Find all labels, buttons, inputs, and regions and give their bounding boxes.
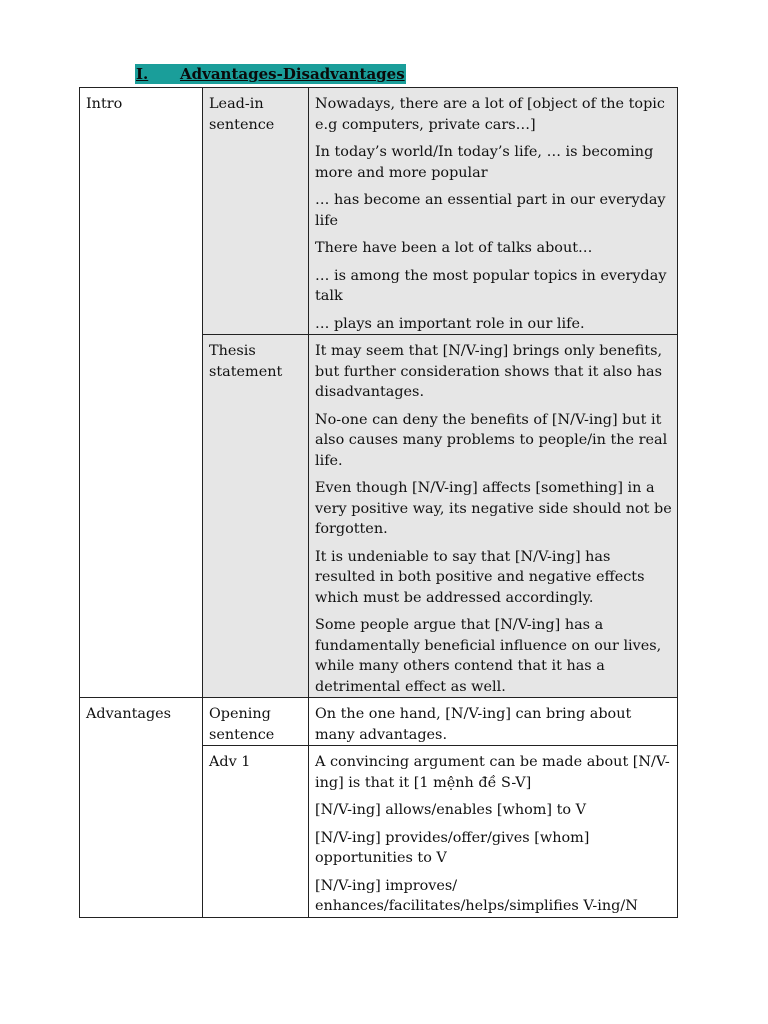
section-cell-intro	[80, 88, 203, 698]
section-label: Advantages	[86, 706, 172, 722]
phrases-cell-thesis	[309, 335, 678, 698]
phrase: Even though [N/V-ing] affects [something] in a very positive way, its negative side should not be forgotten.	[315, 480, 672, 537]
subsection-label: Adv 1	[209, 754, 251, 770]
subsection-cell-opening	[203, 698, 309, 746]
phrase: … is among the most popular topics in everyday talk	[315, 267, 667, 304]
phrase: It may seem that [N/V-ing] brings only benefits, but further consideration shows that it also has disadvantages.	[315, 343, 663, 400]
phrases-cell-adv1	[309, 746, 678, 918]
section-label: Intro	[86, 96, 123, 112]
table-row	[80, 698, 678, 746]
subsection-label: Thesis statement	[209, 343, 283, 380]
phrase: [N/V-ing] provides/offer/gives [whom] opportunities to V	[315, 829, 590, 866]
phrase: [N/V-ing] allows/enables [whom] to V	[315, 802, 587, 818]
phrase: There have been a lot of talks about…	[315, 240, 593, 256]
phrase: A convincing argument can be made about [N/V-ing] is that it [1 mệnh đề S-V]	[315, 754, 670, 791]
subsection-label: Opening sentence	[209, 706, 275, 743]
phrase: [N/V-ing] improves/ enhances/facilitates/helps/simplifies V-ing/N	[315, 877, 638, 914]
table-row	[80, 88, 678, 335]
phrase: No-one can deny the benefits of [N/V-ing] but it also causes many problems to people/in the real life.	[315, 411, 668, 469]
subsection-cell-adv1	[203, 746, 309, 918]
subsection-cell-thesis	[203, 335, 309, 698]
phrase: … has become an essential part in our everyday life	[315, 192, 666, 229]
section-title: Advantages-Disadvantages	[180, 65, 405, 83]
subsection-label: Lead-in sentence	[209, 96, 275, 133]
section-heading	[135, 64, 406, 84]
section-cell-advantages	[80, 698, 203, 918]
phrase: Nowadays, there are a lot of [object of the topic e.g computers, private cars…]	[315, 96, 665, 133]
phrase: It is undeniable to say that [N/V-ing] has resulted in both positive and negative effects which must be addressed accordingly.	[315, 548, 645, 606]
phrase: On the one hand, [N/V-ing] can bring about many advantages.	[315, 706, 632, 743]
phrases-cell-opening	[309, 698, 678, 746]
subsection-cell-lead-in	[203, 88, 309, 335]
phrase-table	[79, 87, 678, 918]
phrase: Some people argue that [N/V-ing] has a fundamentally beneficial influence on our lives, while many others contend that it has a detrimental effect as well.	[315, 617, 662, 695]
section-number: I.	[136, 65, 149, 83]
phrase: In today’s world/In today’s life, … is becoming more and more popular	[315, 144, 654, 181]
phrases-cell-lead-in	[309, 88, 678, 335]
phrase: … plays an important role in our life.	[315, 315, 585, 332]
